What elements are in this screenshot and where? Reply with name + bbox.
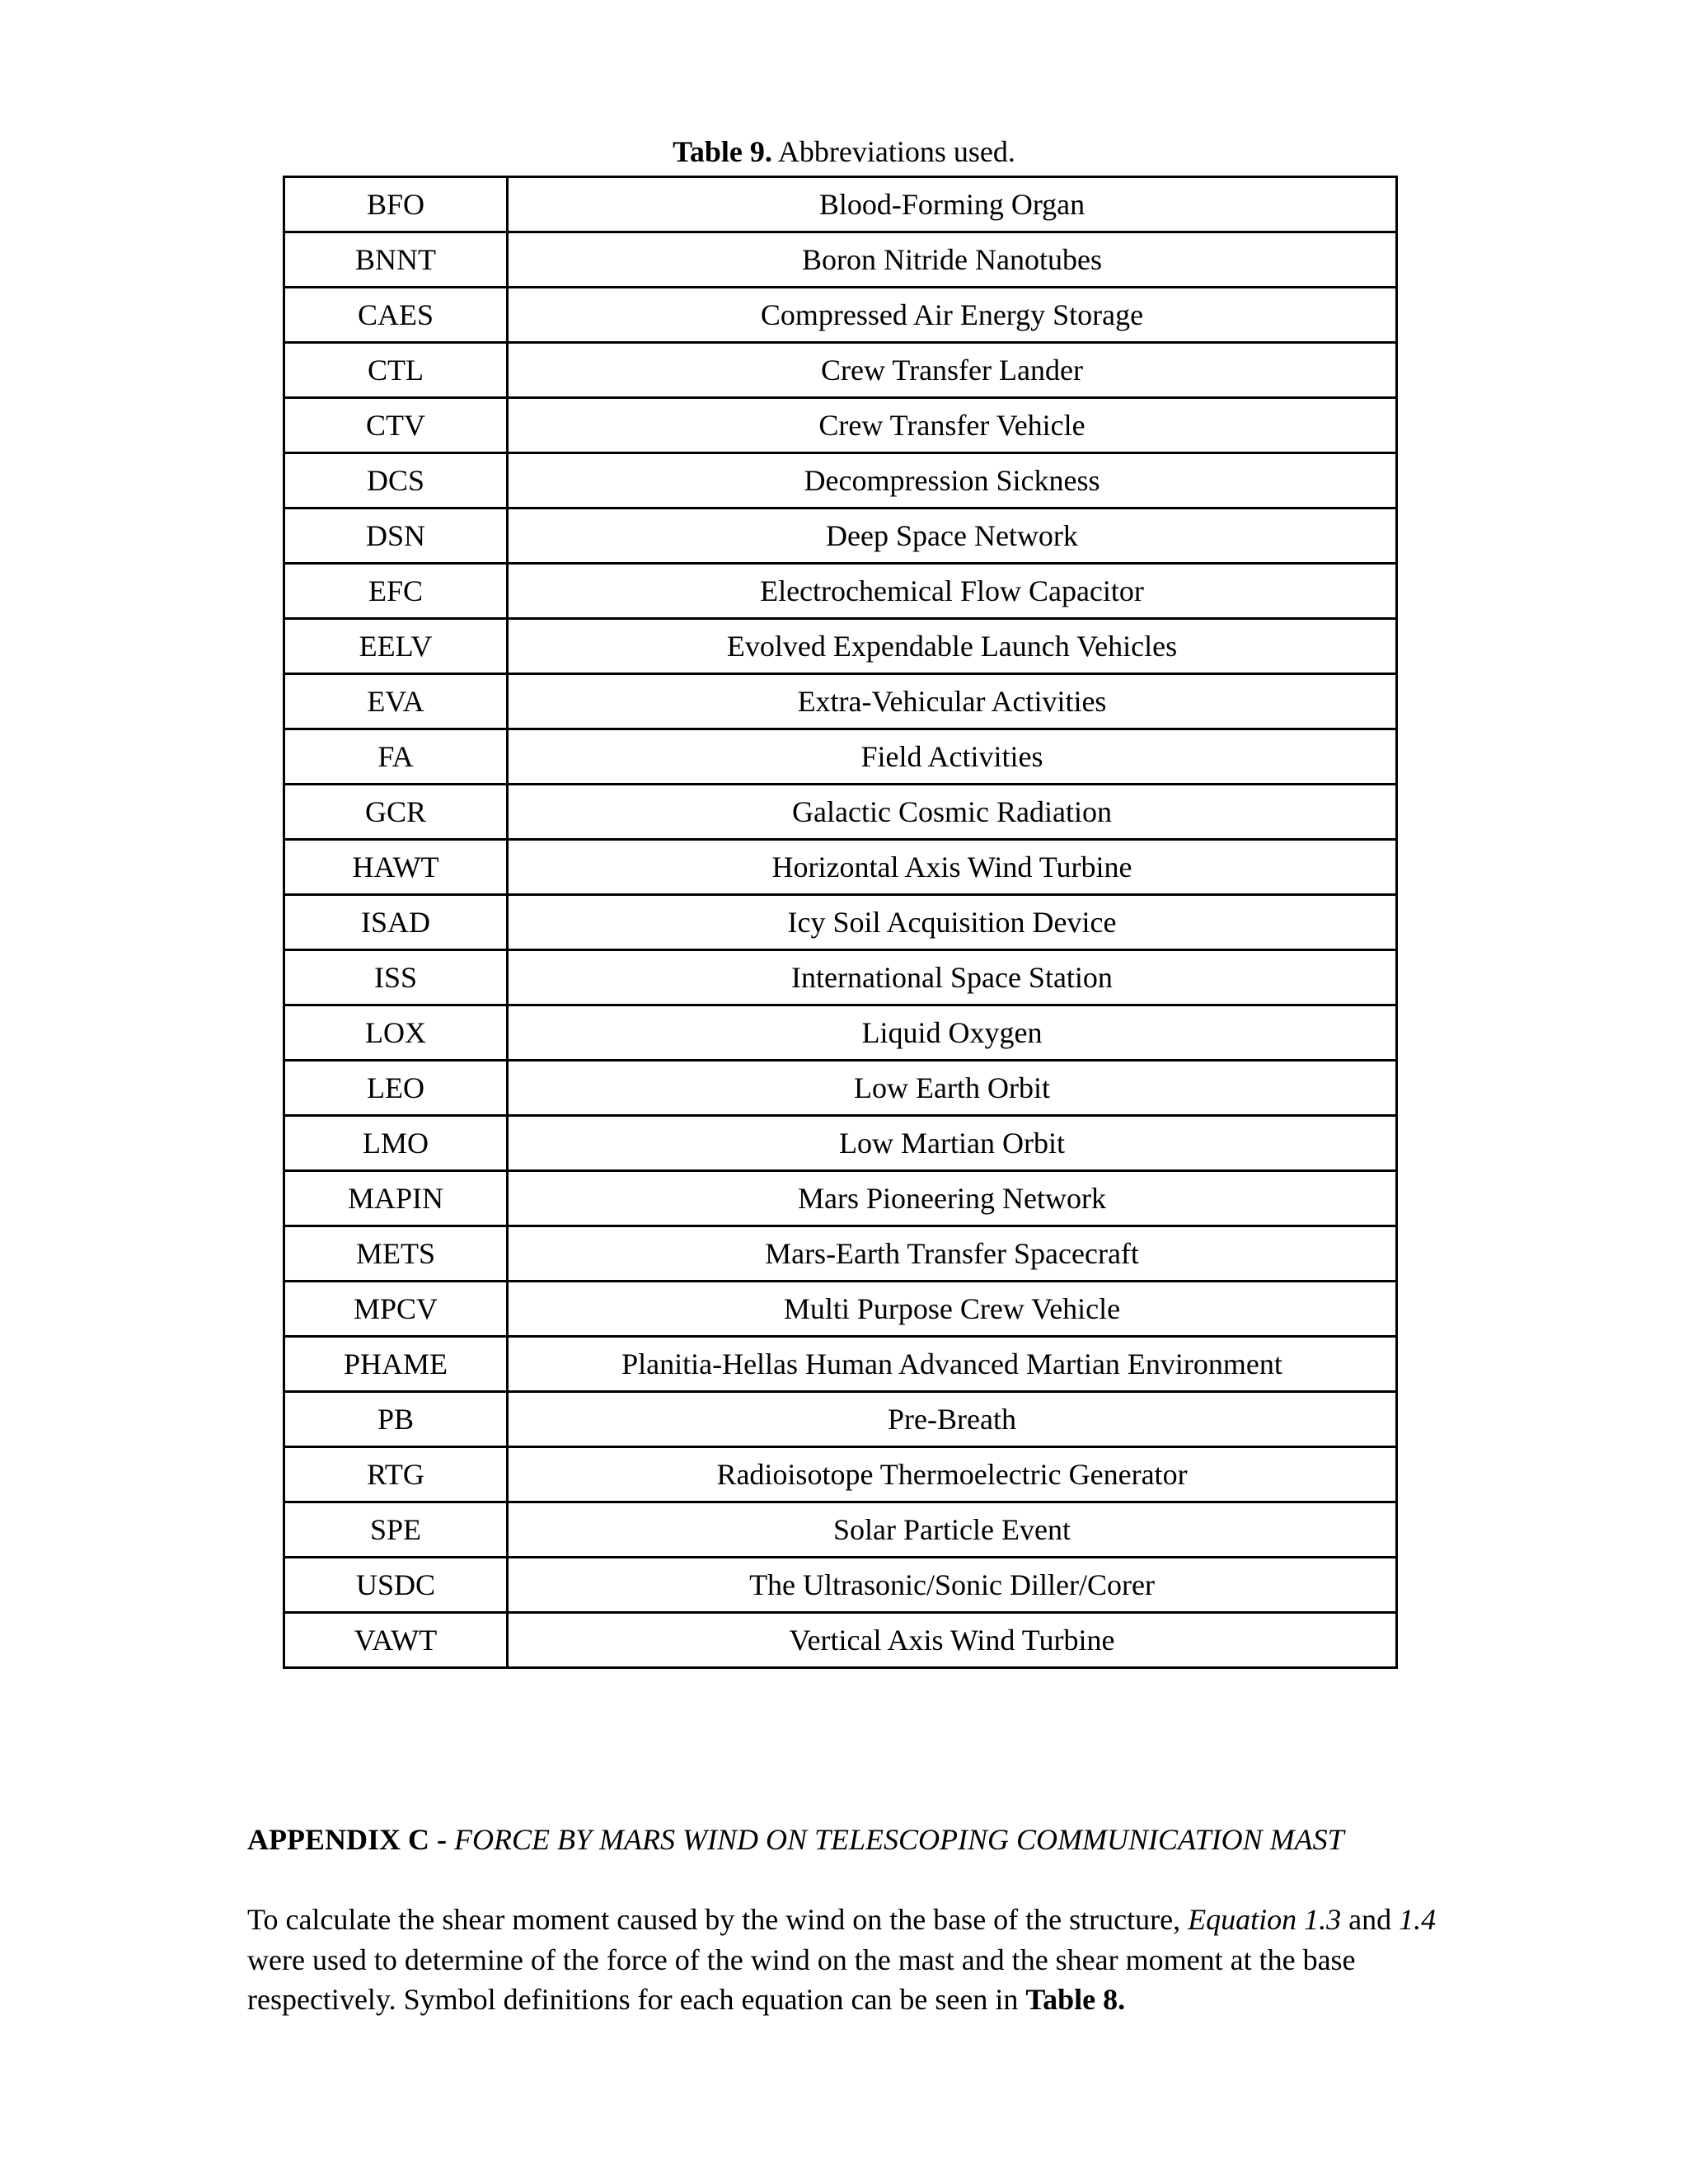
table-caption xyxy=(0,132,1688,171)
meaning-cell: Icy Soil Acquisition Device xyxy=(508,895,1397,950)
paragraph-line-2: were used to determine of the force of the wind on the mast and the shear moment at the base xyxy=(247,1943,1356,1976)
meaning-cell: Horizontal Axis Wind Turbine xyxy=(508,840,1397,895)
meaning-cell: Liquid Oxygen xyxy=(508,1005,1397,1061)
table-row xyxy=(284,1116,1397,1171)
meaning-cell: Field Activities xyxy=(508,729,1397,785)
body-paragraph xyxy=(247,1900,1467,2020)
paragraph-line-1 xyxy=(247,1900,1467,1940)
abbreviation-cell: DCS xyxy=(284,453,508,509)
abbreviation-cell: CTL xyxy=(284,343,508,398)
meaning-cell: Planitia-Hellas Human Advanced Martian Environment xyxy=(508,1337,1397,1392)
appendix-title: FORCE BY MARS WIND ON TELESCOPING COMMUNICATION MAST xyxy=(454,1823,1344,1856)
abbreviation-cell: CTV xyxy=(284,398,508,453)
abbreviation-cell: CAES xyxy=(284,288,508,343)
abbreviation-cell: FA xyxy=(284,729,508,785)
table-row xyxy=(284,1392,1397,1447)
abbreviation-cell: VAWT xyxy=(284,1613,508,1668)
table-row xyxy=(284,232,1397,288)
abbreviation-cell: BNNT xyxy=(284,232,508,288)
abbreviation-cell: LOX xyxy=(284,1005,508,1061)
line1-text: To calculate the shear moment caused by the wind on the base of the structure, xyxy=(247,1903,1189,1936)
meaning-cell: Blood-Forming Organ xyxy=(508,177,1397,232)
table-row xyxy=(284,343,1397,398)
meaning-cell: Galactic Cosmic Radiation xyxy=(508,785,1397,840)
table-row xyxy=(284,729,1397,785)
table-row xyxy=(284,177,1397,232)
meaning-cell: The Ultrasonic/Sonic Diller/Corer xyxy=(508,1558,1397,1613)
table-row xyxy=(284,1061,1397,1116)
abbreviation-cell: SPE xyxy=(284,1502,508,1558)
abbreviation-cell: DSN xyxy=(284,509,508,564)
meaning-cell: Deep Space Network xyxy=(508,509,1397,564)
table-row xyxy=(284,1282,1397,1337)
abbreviation-cell: ISAD xyxy=(284,895,508,950)
meaning-cell: Vertical Axis Wind Turbine xyxy=(508,1613,1397,1668)
table-row xyxy=(284,1171,1397,1226)
abbreviation-cell: LMO xyxy=(284,1116,508,1171)
meaning-cell: Radioisotope Thermoelectric Generator xyxy=(508,1447,1397,1502)
meaning-cell: Low Martian Orbit xyxy=(508,1116,1397,1171)
abbreviation-cell: EELV xyxy=(284,619,508,674)
table-row xyxy=(284,674,1397,729)
meaning-cell: Low Earth Orbit xyxy=(508,1061,1397,1116)
meaning-cell: Pre-Breath xyxy=(508,1392,1397,1447)
meaning-cell: Crew Transfer Lander xyxy=(508,343,1397,398)
table-ref: Table 8. xyxy=(1025,1983,1126,2016)
abbreviation-cell: EFC xyxy=(284,564,508,619)
table-row xyxy=(284,398,1397,453)
line1-and: and xyxy=(1341,1903,1400,1936)
appendix-heading xyxy=(247,1820,1344,1859)
abbreviation-cell: ISS xyxy=(284,950,508,1005)
meaning-cell: Solar Particle Event xyxy=(508,1502,1397,1558)
paragraph-line-3 xyxy=(247,1980,1467,2020)
abbreviation-cell: PB xyxy=(284,1392,508,1447)
meaning-cell: Mars-Earth Transfer Spacecraft xyxy=(508,1226,1397,1282)
meaning-cell: Mars Pioneering Network xyxy=(508,1171,1397,1226)
abbreviation-cell: LEO xyxy=(284,1061,508,1116)
abbreviation-cell: BFO xyxy=(284,177,508,232)
abbreviation-cell: USDC xyxy=(284,1558,508,1613)
table-row xyxy=(284,453,1397,509)
abbreviations-table-body xyxy=(284,177,1397,1668)
meaning-cell: Crew Transfer Vehicle xyxy=(508,398,1397,453)
table-row xyxy=(284,619,1397,674)
line3-text: respectively. Symbol definitions for each equation can be seen in xyxy=(247,1983,1026,2016)
abbreviation-cell: PHAME xyxy=(284,1337,508,1392)
meaning-cell: Electrochemical Flow Capacitor xyxy=(508,564,1397,619)
equation-ref-1: Equation 1.3 xyxy=(1188,1903,1342,1936)
abbreviations-table xyxy=(283,176,1398,1669)
table-row xyxy=(284,1337,1397,1392)
table-caption-label: Table 9. xyxy=(673,135,772,168)
table-row xyxy=(284,950,1397,1005)
table-row xyxy=(284,1502,1397,1558)
table-row xyxy=(284,1613,1397,1668)
meaning-cell: Boron Nitride Nanotubes xyxy=(508,232,1397,288)
meaning-cell: International Space Station xyxy=(508,950,1397,1005)
meaning-cell: Compressed Air Energy Storage xyxy=(508,288,1397,343)
appendix-label: APPENDIX C xyxy=(247,1823,429,1856)
table-row xyxy=(284,509,1397,564)
abbreviation-cell: METS xyxy=(284,1226,508,1282)
meaning-cell: Extra-Vehicular Activities xyxy=(508,674,1397,729)
table-caption-text: Abbreviations used. xyxy=(771,135,1015,168)
meaning-cell: Decompression Sickness xyxy=(508,453,1397,509)
meaning-cell: Evolved Expendable Launch Vehicles xyxy=(508,619,1397,674)
table-row xyxy=(284,1558,1397,1613)
appendix-separator: - xyxy=(429,1823,454,1856)
abbreviation-cell: RTG xyxy=(284,1447,508,1502)
table-row xyxy=(284,840,1397,895)
table-row xyxy=(284,785,1397,840)
abbreviation-cell: HAWT xyxy=(284,840,508,895)
table-row xyxy=(284,1005,1397,1061)
abbreviation-cell: GCR xyxy=(284,785,508,840)
table-row xyxy=(284,1447,1397,1502)
abbreviation-cell: EVA xyxy=(284,674,508,729)
table-row xyxy=(284,895,1397,950)
equation-ref-2: 1.4 xyxy=(1399,1903,1437,1936)
table-row xyxy=(284,564,1397,619)
abbreviation-cell: MAPIN xyxy=(284,1171,508,1226)
abbreviation-cell: MPCV xyxy=(284,1282,508,1337)
meaning-cell: Multi Purpose Crew Vehicle xyxy=(508,1282,1397,1337)
table-row xyxy=(284,1226,1397,1282)
table-row xyxy=(284,288,1397,343)
